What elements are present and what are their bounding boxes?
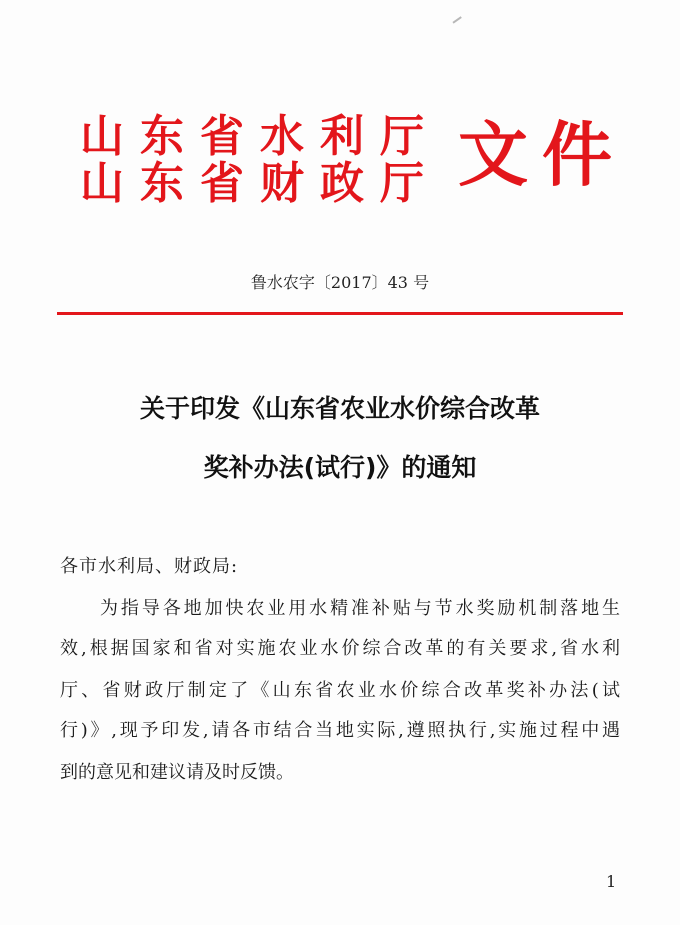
body-line-5: 到的意见和建议请及时反馈。 xyxy=(60,762,294,783)
body-line-2: 效,根据国家和省对实施农业水价综合改革的有关要求,省水利 xyxy=(60,638,620,659)
page-number: 1 xyxy=(606,872,617,891)
issuing-org-1: 山东省水利厅 xyxy=(80,111,440,162)
scan-mark xyxy=(452,16,467,32)
notice-title-line-2: 奖补办法(试行)》的通知 xyxy=(203,453,477,482)
body-line-3: 厅、省财政厅制定了《山东省农业水价综合改革奖补办法(试 xyxy=(60,680,620,701)
document-label: 文件 xyxy=(458,114,626,196)
salutation: 各市水利局、财政局: xyxy=(60,556,239,577)
document-number: 鲁水农字〔2017〕43 号 xyxy=(250,273,430,292)
issuing-org-2: 山东省财政厅 xyxy=(80,158,440,209)
red-divider xyxy=(57,312,623,315)
body-line-1: 为指导各地加快农业用水精准补贴与节水奖励机制落地生 xyxy=(100,598,620,619)
notice-title-line-1: 关于印发《山东省农业水价综合改革 xyxy=(139,394,540,423)
body-line-4: 行)》,现予印发,请各市结合当地实际,遵照执行,实施过程中遇 xyxy=(60,720,620,741)
